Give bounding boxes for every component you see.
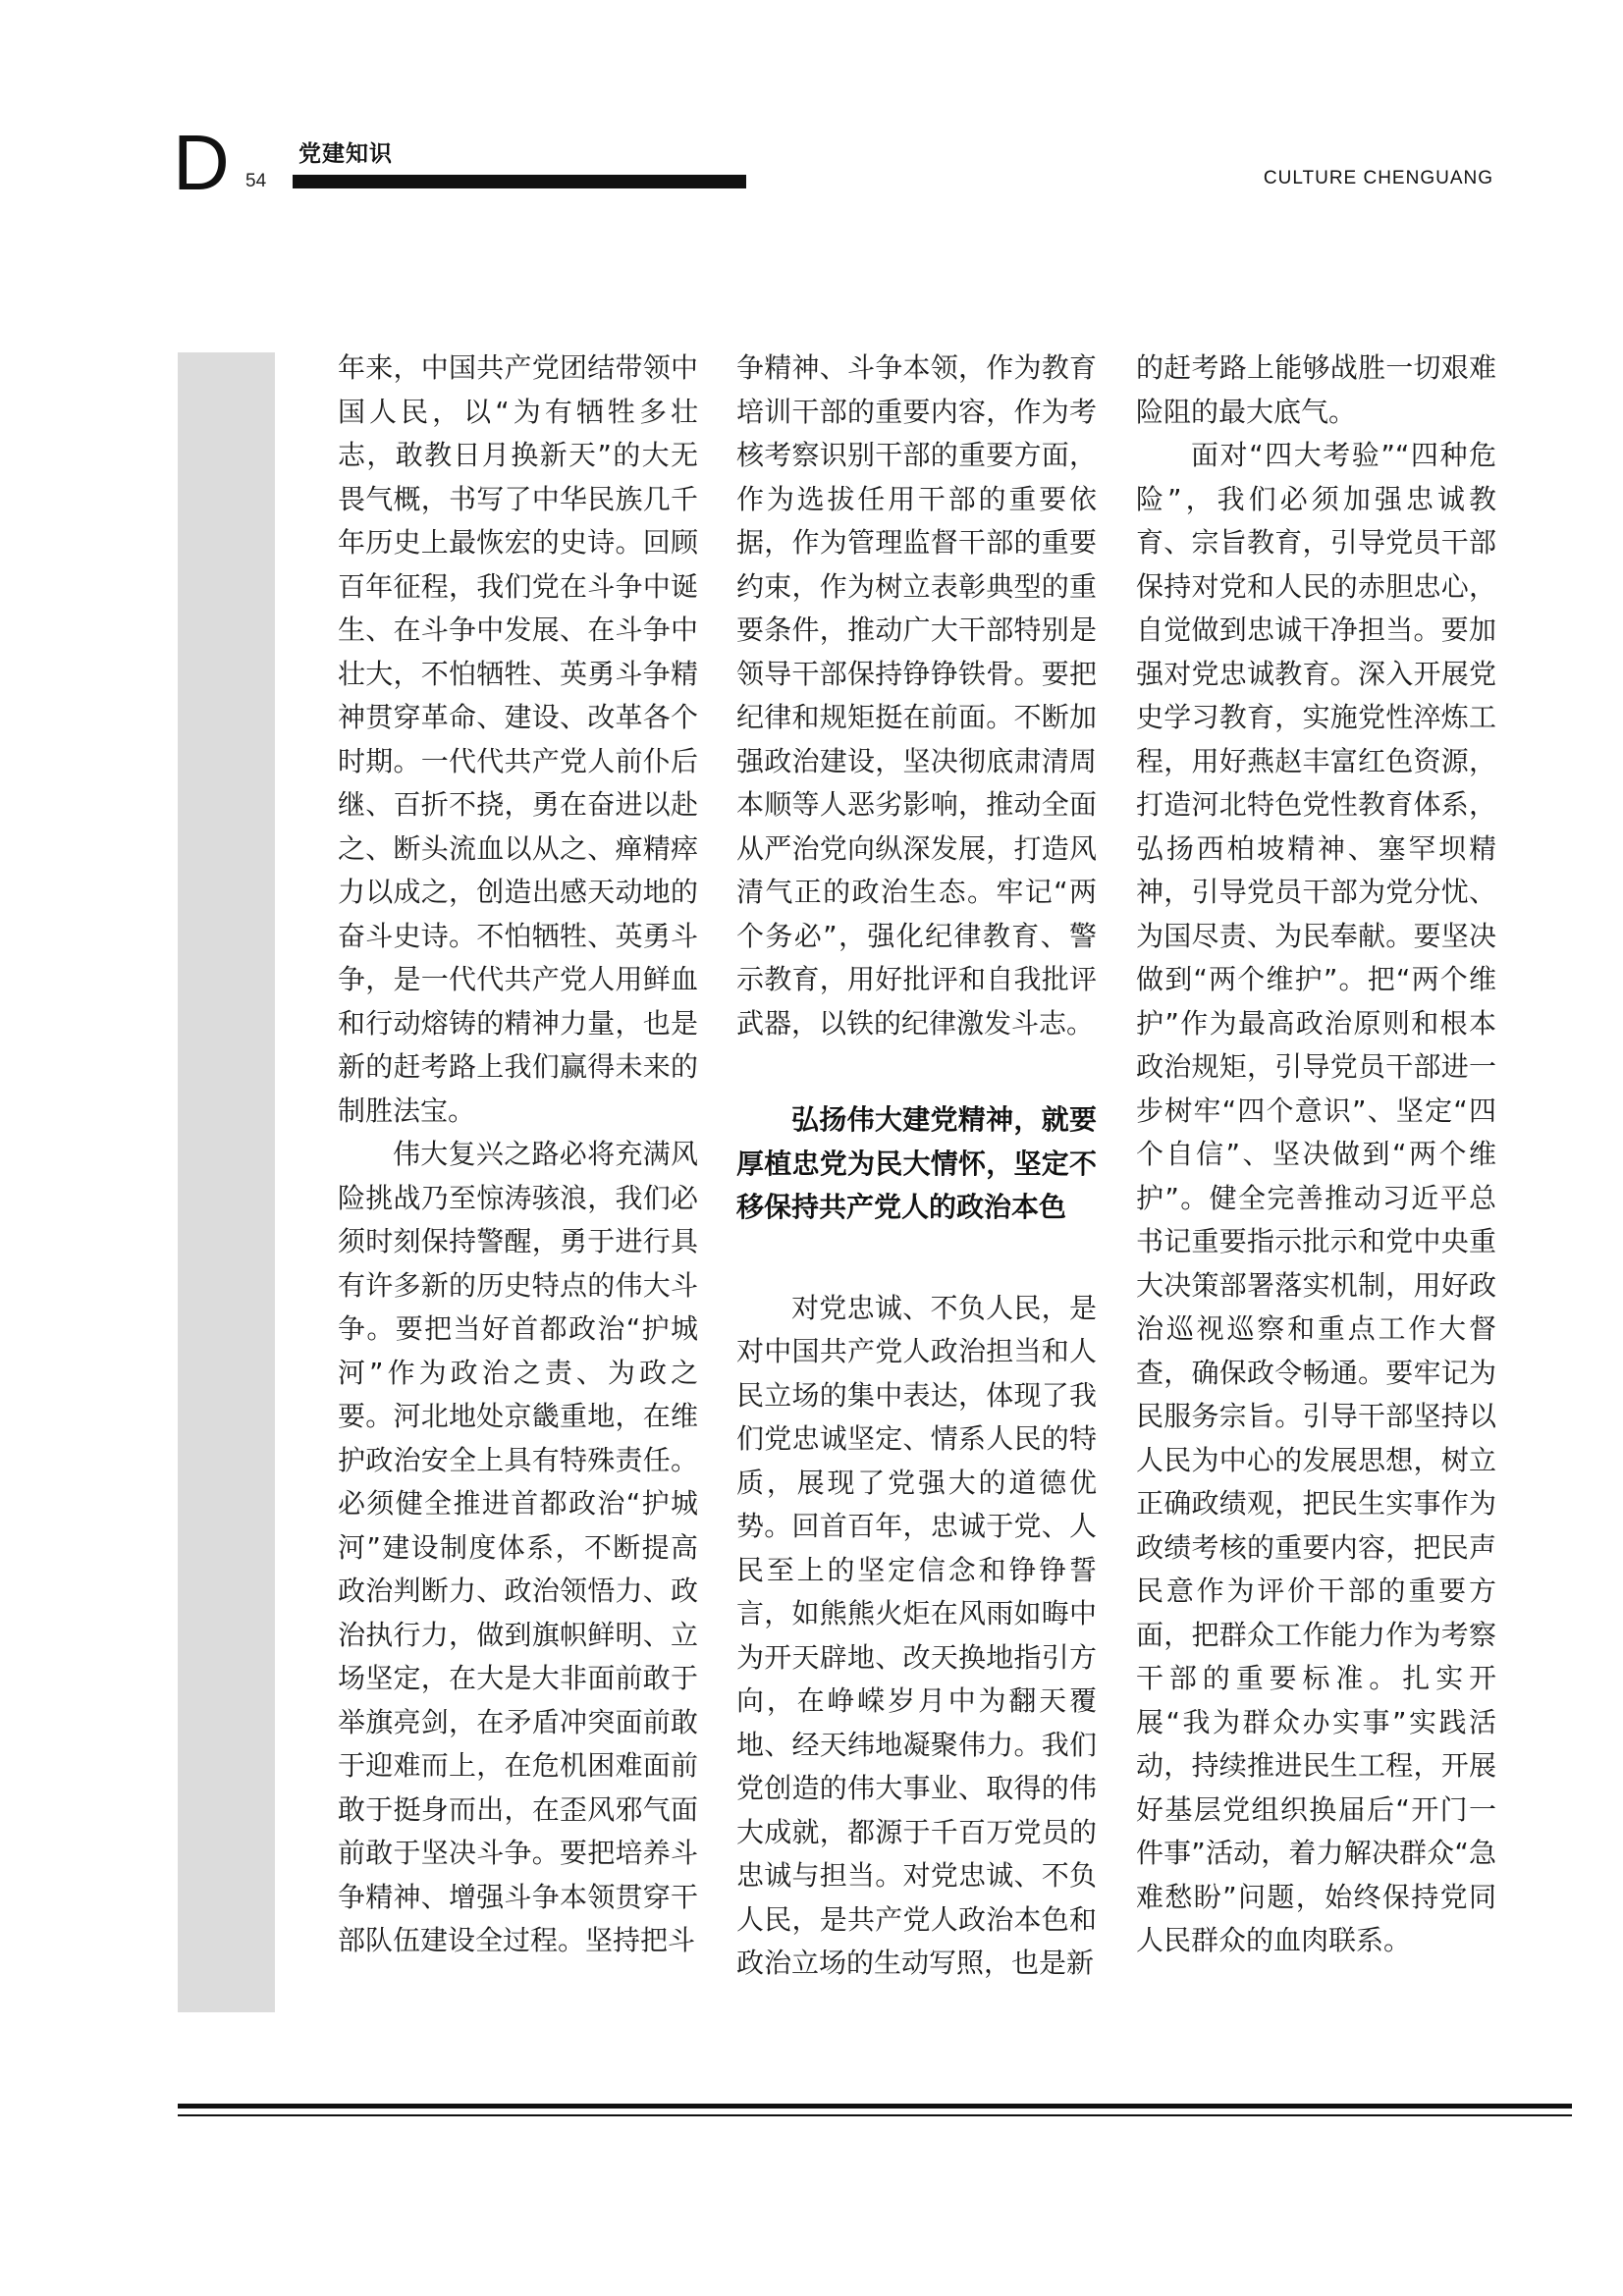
paragraph: 伟大复兴之路必将充满风险挑战乃至惊涛骇浪，我们必须时刻保持警醒，勇于进行具有许多新的历史特点的伟大斗争。要把当好首都政治“护城河”作为政治之责、为政之要。河北地处京畿重地，在维护政治安全上具有特殊责任。必须健全推进首都政治“护城河”建设制度体系，不断提高政治判断力、政治领悟力、政治执行力，做到旗帜鲜明、立场坚定，在大是大非面前敢于举旗亮剑，在矛盾冲突面前敢于迎难而上，在危机困难面前敢于挺身而出，在歪风邪气面前敢于坚决斗争。要把培养斗争精神、增强斗争本领贯穿干部队伍建设全过程。坚持把斗: [338, 1138, 698, 1956]
section-letter-logo: D: [173, 119, 230, 206]
page-number: 54: [245, 171, 267, 191]
footer-rule-thin: [178, 2114, 1572, 2116]
text-column-2: [736, 347, 1097, 1986]
paragraph: 年来，中国共产党团结带领中国人民，以“为有牺牲多壮志，敢教日月换新天”的大无畏气概，书写了中华民族几千年历史上最恢宏的史诗。回顾百年征程，我们党在斗争中诞生、在斗争中发展、在斗争中壮大，不怕牺牲、英勇斗争精神贯穿革命、建设、改革各个时期。一代代共产党人前仆后继、百折不挠，勇在奋进以赴之、断头流血以从之、瘅精瘁力以成之，创造出感天动地的奋斗史诗。不怕牺牲、英勇斗争，是一代代共产党人用鲜血和行动熔铸的精神力量，也是新的赶考路上我们赢得未来的制胜法宝。: [338, 351, 698, 1127]
section-title: 党建知识: [298, 141, 393, 167]
paragraph: 的赶考路上能够战胜一切艰难险阻的最大底气。: [1136, 351, 1496, 428]
paragraph: 对党忠诚、不负人民，是对中国共产党人政治担当和人民立场的集中表达，体现了我们党忠诚坚定、情系人民的特质，展现了党强大的道德优势。回首百年，忠诚于党、人民至上的坚定信念和铮铮誓言，如熊熊火炬在风雨如晦中为开天辟地、改天换地指引方向，在峥嵘岁月中为翻天覆地、经天纬地凝聚伟力。我们党创造的伟大事业、取得的伟大成就，都源于千百万党员的忠诚与担当。对党忠诚、不负人民，是共产党人政治本色和政治立场的生动写照，也是新: [736, 1291, 1097, 1979]
header-divider-bar: [293, 175, 746, 188]
decorative-side-bar: [178, 352, 275, 2012]
text-column-3: [1136, 347, 1496, 1963]
paragraph: 争精神、斗争本领，作为教育培训干部的重要内容，作为考核考察识别干部的重要方面，作为选拔任用干部的重要依据，作为管理监督干部的重要约束，作为树立表彰典型的重要条件，推动广大干部特别是领导干部保持铮铮铁骨。要把纪律和规矩挺在前面。不断加强政治建设，坚决彻底肃清周本顺等人恶劣影响，推动全面从严治党向纵深发展，打造风清气正的政治生态。牢记“两个务必”，强化纪律教育、警示教育，用好批评和自我批评武器，以铁的纪律激发斗志。: [736, 351, 1097, 1040]
subheading: 弘扬伟大建党精神，就要厚植忠党为民大情怀，坚定不移保持共产党人的政治本色: [736, 1103, 1097, 1223]
paragraph: 面对“四大考验”“四种危险”，我们必须加强忠诚教育、宗旨教育，引导党员干部保持对党和人民的赤胆忠心，自觉做到忠诚干净担当。要加强对党忠诚教育。深入开展党史学习教育，实施党性淬炼工程，用好燕赵丰富红色资源，打造河北特色党性教育体系，弘扬西柏坡精神、塞罕坝精神，引导党员干部为党分忧、为国尽责、为民奉献。要坚决做到“两个维护”。把“两个维护”作为最高政治原则和根本政治规矩，引导党员干部进一步树牢“四个意识”、坚定“四个自信”、坚决做到“两个维护”。健全完善推动习近平总书记重要指示批示和党中央重大决策部署落实机制，用好政治巡视巡察和重点工作大督查，确保政令畅通。要牢记为民服务宗旨。引导干部坚持以人民为中心的发展思想，树立正确政绩观，把民生实事作为政绩考核的重要内容，把民声民意作为评价干部的重要方面，把群众工作能力作为考察干部的重要标准。扎实开展“我为群众办实事”实践活动，持续推进民生工程，开展好基层党组织换届后“开门一件事”活动，着力解决群众“急难愁盼”问题，始终保持党同人民群众的血肉联系。: [1136, 439, 1496, 1956]
text-column-1: [338, 347, 698, 1963]
magazine-name: CULTURE CHENGUANG: [1263, 168, 1493, 188]
footer-rule-thick: [178, 2104, 1572, 2109]
